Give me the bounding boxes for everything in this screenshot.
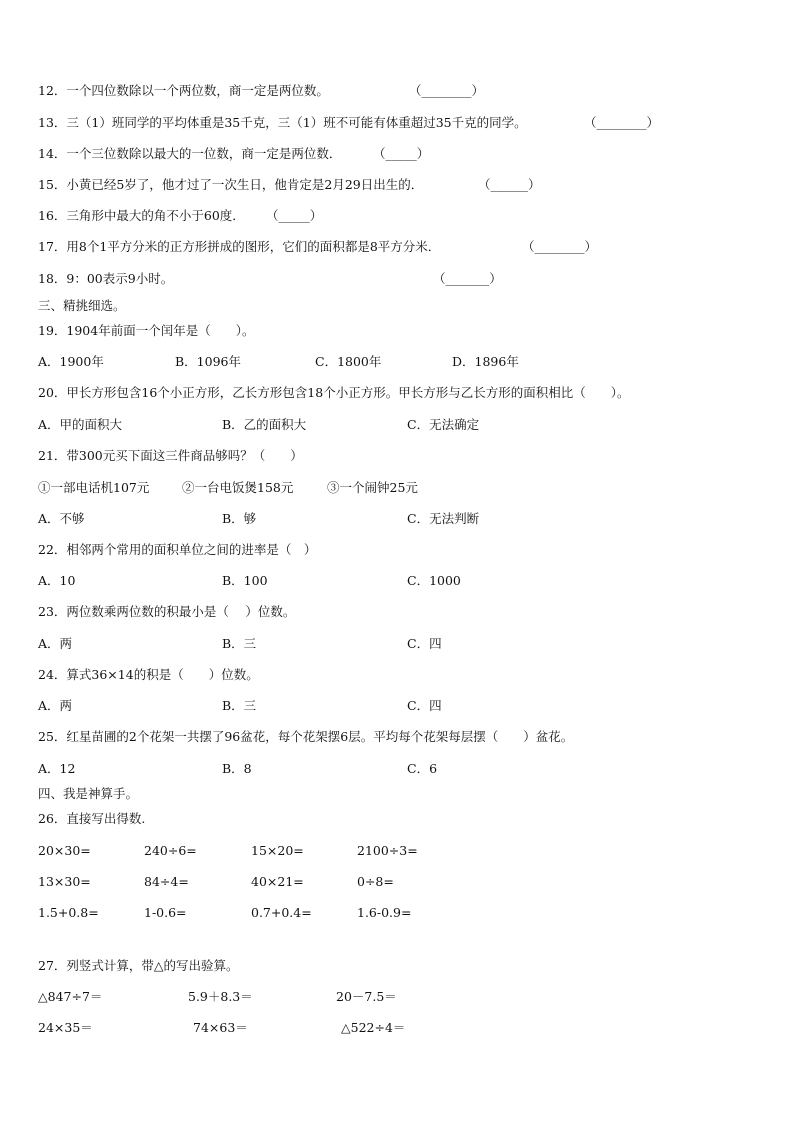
calc-item: 0.7+0.4=: [251, 905, 312, 920]
calc-item: 84÷4=: [144, 874, 189, 889]
calc-item: 1.6-0.9=: [357, 905, 412, 920]
calc-item: 1.5+0.8=: [38, 905, 99, 920]
answer-blank-15[interactable]: （______）: [478, 177, 541, 192]
option-20-b[interactable]: B．乙的面积大: [222, 417, 307, 432]
question-23: 23．两位数乘两位数的积最小是（ ）位数。: [38, 604, 296, 619]
question-26: 26．直接写出得数.: [38, 811, 146, 826]
question-12: 12．一个四位数除以一个两位数，商一定是两位数。: [38, 83, 329, 98]
option-22-b[interactable]: B．100: [222, 573, 268, 588]
calc-item: 1-0.6=: [144, 905, 187, 920]
calc-item: 0÷8=: [357, 874, 394, 889]
calc-item: 20×30=: [38, 843, 91, 858]
answer-blank-13[interactable]: （________）: [584, 115, 660, 130]
item-21-clock: ③一个闹钟25元: [327, 480, 418, 495]
option-19-d[interactable]: D．1896年: [452, 354, 519, 369]
vertical-calc-item: 74×63＝: [193, 1020, 248, 1035]
answer-blank-12[interactable]: （________）: [409, 83, 485, 98]
calc-item: 2100÷3=: [357, 843, 418, 858]
section-heading-4: 四、我是神算手。: [38, 786, 139, 801]
option-24-b[interactable]: B．三: [222, 698, 257, 713]
option-23-b[interactable]: B．三: [222, 636, 257, 651]
question-20: 20．甲长方形包含16个小正方形，乙长方形包含18个小正方形。甲长方形与乙长方形的面积相比（ ）。: [38, 385, 630, 400]
question-25: 25．红星苗圃的2个花架一共摆了96盆花，每个花架摆6层。平均每个花架每层摆（ ）盆花。: [38, 729, 574, 744]
question-17: 17．用8个1平方分米的正方形拼成的图形，它们的面积都是8平方分米．: [38, 239, 441, 254]
option-20-c[interactable]: C．无法确定: [407, 417, 480, 432]
question-27: 27．列竖式计算，带△的写出验算。: [38, 958, 239, 973]
item-21-phone: ①一部电话机107元: [38, 480, 150, 495]
option-22-c[interactable]: C．1000: [407, 573, 461, 588]
vertical-calc-item: 24×35＝: [38, 1020, 93, 1035]
option-20-a[interactable]: A．甲的面积大: [38, 417, 123, 432]
vertical-calc-item: 5.9＋8.3＝: [188, 989, 253, 1004]
option-21-a[interactable]: A．不够: [38, 511, 85, 526]
option-25-b[interactable]: B．8: [222, 761, 252, 776]
question-18: 18．9：00表示9小时。: [38, 271, 174, 286]
question-19: 19．1904年前面一个闰年是（ ）。: [38, 323, 255, 338]
question-21: 21．带300元买下面这三件商品够吗？（ ）: [38, 448, 303, 463]
option-19-a[interactable]: A．1900年: [38, 354, 104, 369]
vertical-calc-item: △522÷4＝: [341, 1020, 406, 1035]
answer-blank-16[interactable]: （_____）: [266, 208, 323, 223]
option-25-a[interactable]: A．12: [38, 761, 76, 776]
section-heading-3: 三、精挑细选。: [38, 298, 126, 313]
question-16: 16．三角形中最大的角不小于60度．: [38, 208, 245, 223]
option-22-a[interactable]: A．10: [38, 573, 76, 588]
option-19-c[interactable]: C．1800年: [315, 354, 382, 369]
calc-item: 15×20=: [251, 843, 304, 858]
answer-blank-14[interactable]: （_____）: [373, 146, 430, 161]
option-19-b[interactable]: B．1096年: [175, 354, 241, 369]
option-23-a[interactable]: A．两: [38, 636, 73, 651]
option-21-c[interactable]: C．无法判断: [407, 511, 480, 526]
option-23-c[interactable]: C．四: [407, 636, 442, 651]
answer-blank-18[interactable]: （_______）: [433, 271, 502, 286]
option-24-c[interactable]: C．四: [407, 698, 442, 713]
question-24: 24．算式36×14的积是（ ）位数。: [38, 667, 259, 682]
question-22: 22．相邻两个常用的面积单位之间的进率是（ ）: [38, 542, 317, 557]
option-25-c[interactable]: C．6: [407, 761, 438, 776]
option-24-a[interactable]: A．两: [38, 698, 73, 713]
question-15: 15．小黄已经5岁了，他才过了一次生日，他肯定是2月29日出生的．: [38, 177, 424, 192]
question-13: 13．三（1）班同学的平均体重是35千克，三（1）班不可能有体重超过35千克的同学。: [38, 115, 527, 130]
vertical-calc-item: △847÷7＝: [38, 989, 103, 1004]
question-14: 14．一个三位数除以最大的一位数，商一定是两位数．: [38, 146, 342, 161]
calc-item: 13×30=: [38, 874, 91, 889]
option-21-b[interactable]: B．够: [222, 511, 257, 526]
answer-blank-17[interactable]: （________）: [522, 239, 598, 254]
calc-item: 40×21=: [251, 874, 304, 889]
calc-item: 240÷6=: [144, 843, 197, 858]
item-21-rice-cooker: ②一台电饭煲158元: [182, 480, 294, 495]
vertical-calc-item: 20－7.5＝: [336, 989, 397, 1004]
